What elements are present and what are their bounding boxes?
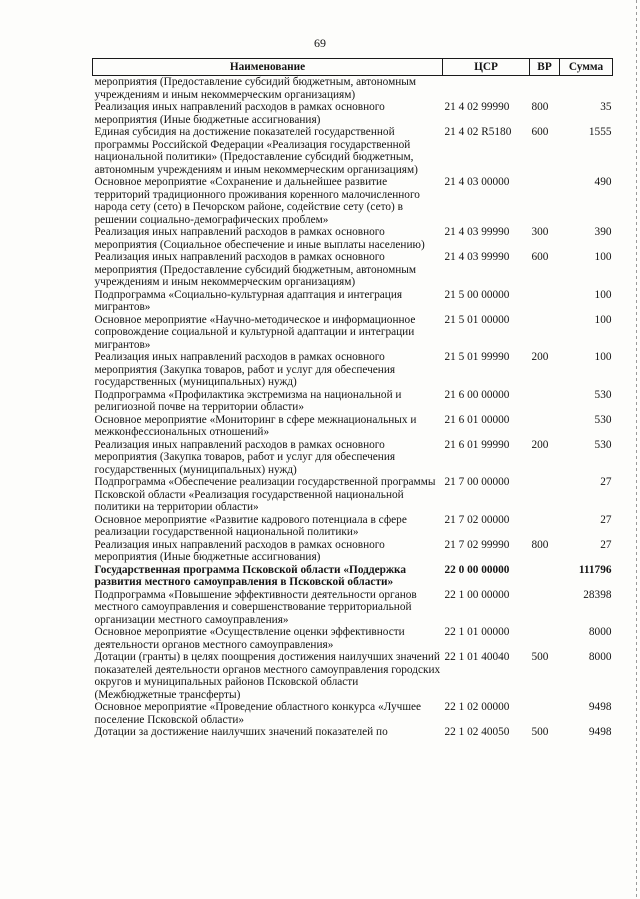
row-sum-cell: 35 <box>600 101 612 113</box>
row-name-cell: Основное мероприятие «Осуществление оценки эффективности деятельности органов местного самоуправления» <box>94 626 405 651</box>
row-vr-cell <box>530 476 560 514</box>
table-row <box>93 226 613 251</box>
row-sum-cell <box>560 76 613 102</box>
row-sum-cell: 530 <box>594 413 612 426</box>
table-row <box>93 389 613 414</box>
row-name-cell: Дотации (гранты) в целях поощрения достижения наилучших значений показателей деятельности органов местного самоуправления городских округов и муниципальных районов Псковской области (Межбюджетные трансферты) <box>94 651 441 701</box>
row-csr-cell: 21 4 02 99990 <box>444 101 510 113</box>
header-name: Наименование <box>93 59 443 76</box>
page-number: 69 <box>314 36 326 50</box>
table-row <box>93 439 613 477</box>
row-vr-cell <box>530 76 560 102</box>
row-csr-cell: 21 4 03 00000 <box>444 176 510 188</box>
row-vr-cell <box>530 626 560 651</box>
table-row <box>93 626 613 651</box>
row-vr-cell: 500 <box>531 726 549 738</box>
row-sum-cell: 9498 <box>588 726 612 738</box>
row-vr-cell <box>530 589 560 627</box>
row-csr-cell: 21 4 03 99990 <box>444 251 510 263</box>
row-csr-cell: 21 5 01 99990 <box>444 351 510 363</box>
row-vr-cell <box>530 176 560 226</box>
row-sum-cell: 8000 <box>588 626 612 638</box>
table-row <box>93 701 613 726</box>
row-sum-cell: 100 <box>594 313 612 326</box>
header-sum: Сумма <box>560 59 613 76</box>
row-csr-cell: 21 5 00 00000 <box>444 288 510 301</box>
row-name-cell: Подпрограмма «Профилактика экстремизма на национальной и религиозной почве на территории области» <box>94 388 402 413</box>
row-vr-cell: 600 <box>531 251 549 263</box>
row-csr-cell: 21 6 01 99990 <box>444 438 510 451</box>
table-row <box>93 514 613 539</box>
table-row <box>93 476 613 514</box>
row-vr-cell <box>530 414 560 439</box>
row-csr-cell: 21 5 01 00000 <box>444 313 510 326</box>
row-vr-cell: 800 <box>531 538 549 551</box>
table-row <box>93 651 613 701</box>
table-row <box>93 289 613 314</box>
table-row <box>93 76 613 102</box>
row-csr-cell <box>443 76 530 102</box>
row-sum-cell: 1555 <box>588 126 612 138</box>
table-row <box>93 101 613 126</box>
row-sum-cell: 28398 <box>583 588 612 601</box>
table-row <box>93 539 613 564</box>
table-row <box>93 351 613 389</box>
row-name-cell: Основное мероприятие «Проведение областного конкурса «Лучшее поселение Псковской области» <box>94 701 422 726</box>
row-sum-cell: 530 <box>594 438 612 451</box>
row-csr-cell: 22 1 02 40050 <box>444 726 510 738</box>
row-sum-cell: 111796 <box>578 563 612 576</box>
table-body <box>93 76 613 739</box>
row-csr-cell: 22 0 00 00000 <box>444 563 510 576</box>
table-row <box>93 564 613 589</box>
row-sum-cell: 100 <box>594 288 612 301</box>
row-vr-cell <box>530 314 560 352</box>
row-csr-cell: 22 1 01 00000 <box>444 626 510 638</box>
row-name-cell: Подпрограмма «Социально-культурная адаптация и интеграция мигрантов» <box>94 288 403 313</box>
row-name-cell: мероприятия (Предоставление субсидий бюджетным, автономным учреждениям и иным некоммерческим организациям) <box>94 76 417 101</box>
row-name-cell: Основное мероприятие «Развитие кадрового потенциала в сфере реализации государственной национальной политики» <box>94 513 407 538</box>
header-vr: ВР <box>530 59 560 76</box>
row-csr-cell: 22 1 02 00000 <box>444 701 510 713</box>
row-vr-cell <box>530 564 560 589</box>
row-vr-cell: 200 <box>531 351 549 363</box>
row-name-cell: Реализация иных направлений расходов в рамках основного мероприятия (Закупка товаров, работ и услуг для обеспечения государственных (муниципальных) нужд) <box>94 351 396 388</box>
row-csr-cell: 21 4 02 R5180 <box>444 126 512 138</box>
table-row <box>93 126 613 176</box>
row-sum-cell: 27 <box>600 513 612 526</box>
row-sum-cell: 530 <box>594 388 612 401</box>
row-csr-cell: 21 6 01 00000 <box>444 413 510 426</box>
row-name-cell: Реализация иных направлений расходов в рамках основного мероприятия (Иные бюджетные ассигнования) <box>94 101 385 126</box>
table-row <box>93 589 613 627</box>
row-sum-cell: 27 <box>600 538 612 551</box>
row-name-cell: Основное мероприятие «Научно-методическое и информационное сопровождение социальной и культурной адаптации и интеграции мигрантов» <box>94 313 416 351</box>
row-csr-cell: 22 1 00 00000 <box>444 588 510 601</box>
row-csr-cell: 21 7 02 00000 <box>444 513 510 526</box>
row-name-cell: Основное мероприятие «Сохранение и дальнейшее развитие территорий традиционного проживания коренного малочисленного народа сету (сето) в Печорском районе, содействие сету (сето) в решении социально-демографических проблем» <box>94 176 420 226</box>
row-vr-cell: 600 <box>531 126 549 138</box>
table-row <box>93 251 613 289</box>
table-row <box>93 414 613 439</box>
row-sum-cell: 27 <box>600 476 612 488</box>
row-name-cell: Реализация иных направлений расходов в рамках основного мероприятия (Закупка товаров, работ и услуг для обеспечения государственных (муниципальных) нужд) <box>94 438 396 476</box>
table-row <box>93 176 613 226</box>
row-csr-cell: 21 6 00 00000 <box>444 388 510 401</box>
row-vr-cell: 200 <box>531 438 549 451</box>
row-vr-cell <box>530 514 560 539</box>
row-vr-cell <box>530 289 560 314</box>
table-header-row <box>93 59 613 76</box>
row-csr-cell: 21 7 00 00000 <box>444 476 510 488</box>
row-sum-cell: 100 <box>594 351 612 363</box>
row-name-cell: Основное мероприятие «Мониторинг в сфере межнациональных и межконфессиональных отношений» <box>94 413 417 438</box>
row-vr-cell <box>530 389 560 414</box>
row-vr-cell: 300 <box>531 226 549 238</box>
table-row <box>93 726 613 739</box>
row-name-cell: Подпрограмма «Повышение эффективности деятельности органов местного самоуправления и совершенствование территориальной организации местного самоуправления» <box>94 588 417 626</box>
row-sum-cell: 390 <box>594 226 612 238</box>
row-vr-cell: 800 <box>531 101 549 113</box>
row-csr-cell: 21 7 02 99990 <box>444 538 510 551</box>
row-name-cell: Дотации за достижение наилучших значений показателей по <box>94 726 388 738</box>
row-csr-cell: 21 4 03 99990 <box>444 226 510 238</box>
row-sum-cell: 9498 <box>588 701 612 713</box>
row-name-cell: Единая субсидия на достижение показателей государственной программы Российской Федерации «Реализация государственной национальной политики» (Предоставление субсидий бюджетным, автономным учреждениям и иным некоммерческим организациям) <box>94 126 418 176</box>
row-name-cell: Реализация иных направлений расходов в рамках основного мероприятия (Социальное обеспечение и иные выплаты населению) <box>94 226 425 251</box>
row-csr-cell: 22 1 01 40040 <box>444 651 510 663</box>
row-vr-cell: 500 <box>531 651 549 663</box>
scan-edge-line <box>636 0 637 899</box>
row-sum-cell: 8000 <box>588 651 612 663</box>
row-name-cell: Реализация иных направлений расходов в рамках основного мероприятия (Иные бюджетные ассигнования) <box>94 538 385 563</box>
row-vr-cell <box>530 701 560 726</box>
row-name-cell: Государственная программа Псковской области «Поддержка развития местного самоуправления в Псковской области» <box>94 563 407 588</box>
row-sum-cell: 100 <box>594 251 612 263</box>
row-name-cell: Подпрограмма «Обеспечение реализации государственной программы Псковской области «Реализация государственной национальной политики на территории области» <box>94 476 436 513</box>
table-row <box>93 314 613 352</box>
budget-table <box>92 58 613 739</box>
row-sum-cell: 490 <box>594 176 612 188</box>
header-csr: ЦСР <box>443 59 530 76</box>
row-name-cell: Реализация иных направлений расходов в рамках основного мероприятия (Предоставление субсидий бюджетным, автономным учреждениям и иным некоммерческим организациям) <box>94 251 417 288</box>
